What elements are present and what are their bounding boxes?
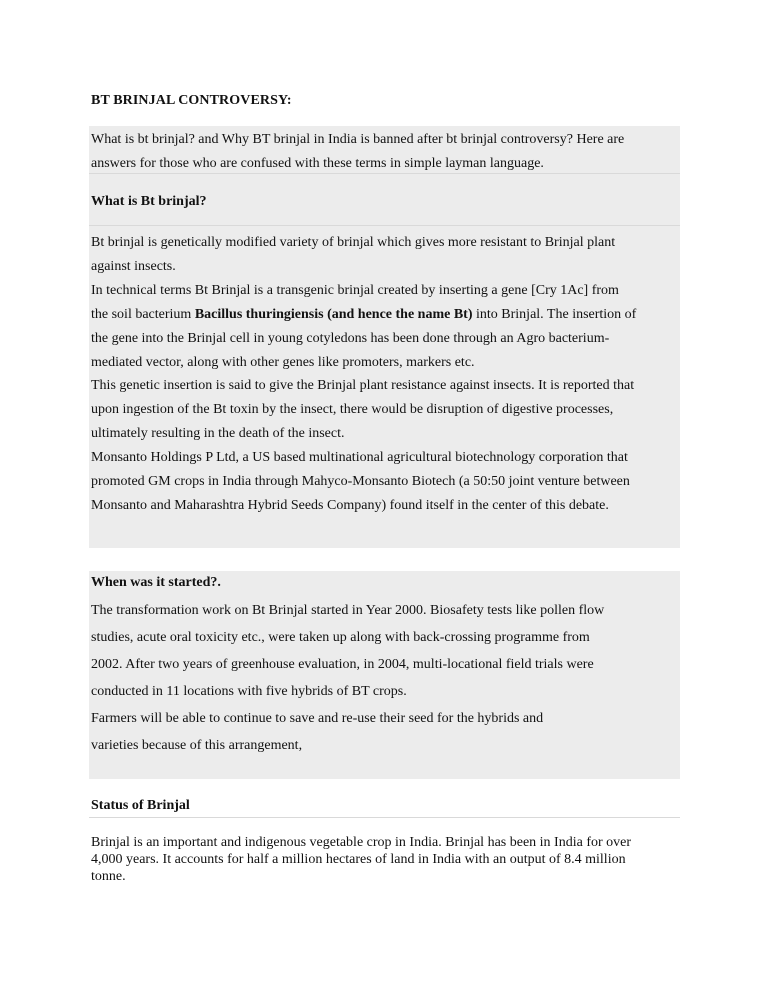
paragraph-status [91,834,681,885]
text-line [91,303,683,327]
section-heading-when-started: When was it started?. [91,575,221,590]
text-line: Monsanto and Maharashtra Hybrid Seeds Company) found itself in the center of this debate. [91,498,609,513]
text-line: tonne. [91,869,126,884]
text-line: the gene into the Brinjal cell in young cotyledons has been done through an Agro bacterium- [91,331,610,346]
text-run: the soil bacterium [91,307,195,322]
text-line: In technical terms Bt Brinjal is a transgenic brinjal created by inserting a gene [Cry 1Ac] from [91,283,619,298]
text-line: upon ingestion of the Bt toxin by the insect, there would be disruption of digestive processes, [91,402,614,417]
text-line: promoted GM crops in India through Mahyco-Monsanto Biotech (a 50:50 joint venture between [91,474,630,489]
text-line: against insects. [91,259,176,274]
page-title: BT BRINJAL CONTROVERSY: [91,93,292,108]
text-line: conducted in 11 locations with five hybrids of BT crops. [91,684,407,699]
text-line: ultimately resulting in the death of the insect. [91,426,345,441]
text-run: into Brinjal. The insertion of [472,307,637,322]
text-line: varieties because of this arrangement, [91,738,303,753]
text-line: mediated vector, along with other genes like promoters, markers etc. [91,355,475,370]
text-line: answers for those who are confused with these terms in simple layman language. [91,156,544,171]
paragraph-technical [91,279,683,375]
text-line: studies, acute oral toxicity etc., were taken up along with back-crossing programme from [91,630,590,645]
paragraph-insertion [91,374,683,446]
text-line: Bt brinjal is genetically modified variety of brinjal which gives more resistant to Brinjal plant [91,235,616,250]
text-line: This genetic insertion is said to give the Brinjal plant resistance against insects. It is reported that [91,378,635,393]
text-line: Brinjal is an important and indigenous vegetable crop in India. Brinjal has been in India for over [91,835,632,850]
divider [89,225,680,226]
text-line: Farmers will be able to continue to save and re-use their seed for the hybrids and [91,711,544,726]
divider [89,817,680,818]
text-line: 2002. After two years of greenhouse evaluation, in 2004, multi-locational field trials were [91,657,594,672]
paragraph-definition [91,231,683,279]
text-line: What is bt brinjal? and Why BT brinjal in India is banned after bt brinjal controversy? Here are [91,132,625,147]
intro-paragraph [91,128,683,176]
text-line: The transformation work on Bt Brinjal started in Year 2000. Biosafety tests like pollen flow [91,603,605,618]
bold-term: Bacillus thuringiensis (and hence the name Bt) [194,307,473,322]
section-heading-what-is-bt-brinjal: What is Bt brinjal? [91,194,207,209]
section-heading-status-of-brinjal: Status of Brinjal [91,798,190,813]
text-line: Monsanto Holdings P Ltd, a US based multinational agricultural biotechnology corporation that [91,450,628,465]
text-line: 4,000 years. It accounts for half a million hectares of land in India with an output of 8.4 million [91,852,626,867]
paragraph-timeline [91,597,683,759]
paragraph-monsanto [91,446,683,518]
